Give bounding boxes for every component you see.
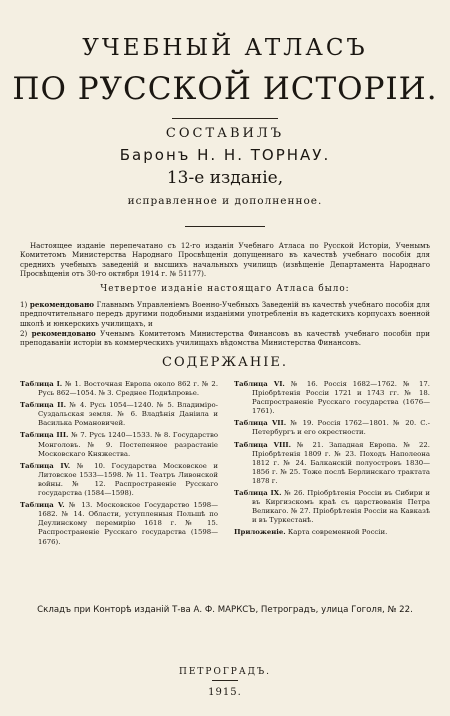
contents-entry xyxy=(234,380,430,416)
entry-label: Таблица III. xyxy=(20,431,69,440)
contents-entry xyxy=(234,489,430,525)
entry-label: Таблица VIII. xyxy=(234,440,292,449)
entry-text: № 1. Восточная Европа около 862 г. № 2. Русь 862—1054. № 3. Среднее Поднѣпровье. xyxy=(38,380,219,398)
entry-text: № 16. Россія 1682—1762. № 17. Пріобрѣтенія Россіи 1721 и 1743 гг. № 18. Распространеніе Русскаго государства (1676—1761). xyxy=(252,380,430,416)
contents-entry xyxy=(20,401,218,428)
entry-label: Таблица IX. xyxy=(234,489,282,498)
entry-text: № 7. Русь 1240—1533. № 8. Государство Монголовъ. № 9. Постепенное разрастаніе Московскаго Княжества. xyxy=(38,431,218,458)
recommendation-text: Главнымъ Управленіемъ Военно-Учебныхъ Заведеній въ качествѣ учебнаго пособія для предпочтительнаго передъ другими подобными изданіями употребленія въ кадетскихъ корпусахъ военной школѣ и юнкерскихъ училищахъ, и xyxy=(20,300,430,328)
entry-label: Таблица IV. xyxy=(20,461,71,470)
year: 1915. xyxy=(208,687,242,698)
compiled-by: СОСТАВИЛЪ xyxy=(165,126,285,141)
entry-label: Приложеніе. xyxy=(234,528,286,537)
author: Баронъ Н. Н. ТОРНАУ. xyxy=(119,146,331,164)
entry-label: Таблица V. xyxy=(20,501,65,510)
entry-label: Таблица VI. xyxy=(234,380,285,388)
contents-entry xyxy=(20,380,218,398)
divider xyxy=(172,118,278,119)
edition: 13-е изданіе, xyxy=(166,168,284,188)
entry-text: № 21. Западная Европа. № 22. Пріобрѣтенія 1809 г. № 23. Походъ Наполеона 1812 г. № 24. Балканскій полуостровъ 1830—1856 г. № 25. Тоже послѣ Берлинскаго трактата 1878 г. xyxy=(252,440,430,485)
entry-text: № 10. Государства Московское и Литовское 1533—1598. № 11. Театръ Ливонской войны. № 12. Распространеніе Русскаго государства (1584—1598). xyxy=(38,461,218,498)
divider xyxy=(185,226,265,227)
contents-column-right xyxy=(234,380,430,541)
divider xyxy=(212,680,238,681)
contents-entry xyxy=(234,528,430,537)
publisher-line: Складъ при Конторѣ изданій Т-ва А. Ф. МАРКСЪ, Петроградъ, улица Гоголя, № 22. xyxy=(37,605,413,615)
fourth-edition-heading: Четвертое изданіе настоящаго Атласа было: xyxy=(100,284,350,294)
recommendation-bold: рекомендовано xyxy=(29,300,94,309)
intro-paragraph: Настоящее изданіе перепечатано съ 12-го изданія Учебнаго Атласа по Русской Исторіи, Ученымъ Комитетомъ Министерства Народнаго Просвѣщенія допущеннаго въ качествѣ учебнаго пособія для среднихъ учебныхъ заведеній и высшихъ начальныхъ училищъ (извѣщеніе Департамента Народнаго Просвѣщенія отъ 30-го октября 1914 г. № 51177). xyxy=(20,241,430,278)
entry-label: Таблица VII. xyxy=(234,419,287,428)
contents-entry xyxy=(234,441,430,486)
city: ПЕТРОГРАДЪ. xyxy=(178,667,271,677)
recommendation-1 xyxy=(20,300,430,328)
entry-text: № 26. Пріобрѣтенія Россіи въ Сибири и въ Киргизскомъ краѣ съ царствованія Петра Великаго. № 27. Пріобрѣтенія Россіи на Кавказѣ и въ Туркестанѣ. xyxy=(252,489,430,525)
entry-label: Таблица I. xyxy=(20,380,63,388)
title-line-2: ПО РУССКОЙ ИСТОРІИ. xyxy=(12,71,438,107)
contents-entry xyxy=(20,501,218,546)
recommendation-number: 2) xyxy=(20,329,28,338)
entry-text: № 19. Россія 1762—1801. № 20. С.-Петербургъ и его окрестности. xyxy=(252,419,430,437)
recommendation-2 xyxy=(20,329,430,348)
contents-entry xyxy=(234,419,430,437)
recommendation-bold: рекомендовано xyxy=(31,329,96,338)
contents-heading: СОДЕРЖАНІЕ. xyxy=(162,355,288,370)
entry-text: Карта современной Россіи. xyxy=(287,528,388,537)
entry-text: № 4. Русь 1054—1240. № 5. Владиміро-Суздальская земля. № 6. Владѣнія Даніила и Василька Романовичей. xyxy=(38,401,218,428)
recommendation-text: Ученымъ Комитетомъ Министерства Финансовъ въ качествѣ учебнаго пособія при преподаваніи исторіи въ коммерческихъ училищахъ вѣдомства Министерства Финансовъ. xyxy=(20,329,430,348)
recommendation-number: 1) xyxy=(20,300,28,309)
entry-text: № 13. Московское Государство 1598—1682. № 14. Области, уступленныя Польшѣ по Деулинскому перемирію 1618 г. № 15. Распространеніе Русскаго государства (1598—1676). xyxy=(38,501,218,546)
revised-note: исправленное и дополненное. xyxy=(127,195,323,207)
contents-column-left xyxy=(20,380,218,550)
contents-entry xyxy=(20,431,218,458)
title-line-1: УЧЕБНЫЙ АТЛАСЪ xyxy=(82,35,368,61)
contents-entry xyxy=(20,462,218,498)
entry-label: Таблица II. xyxy=(20,401,66,410)
